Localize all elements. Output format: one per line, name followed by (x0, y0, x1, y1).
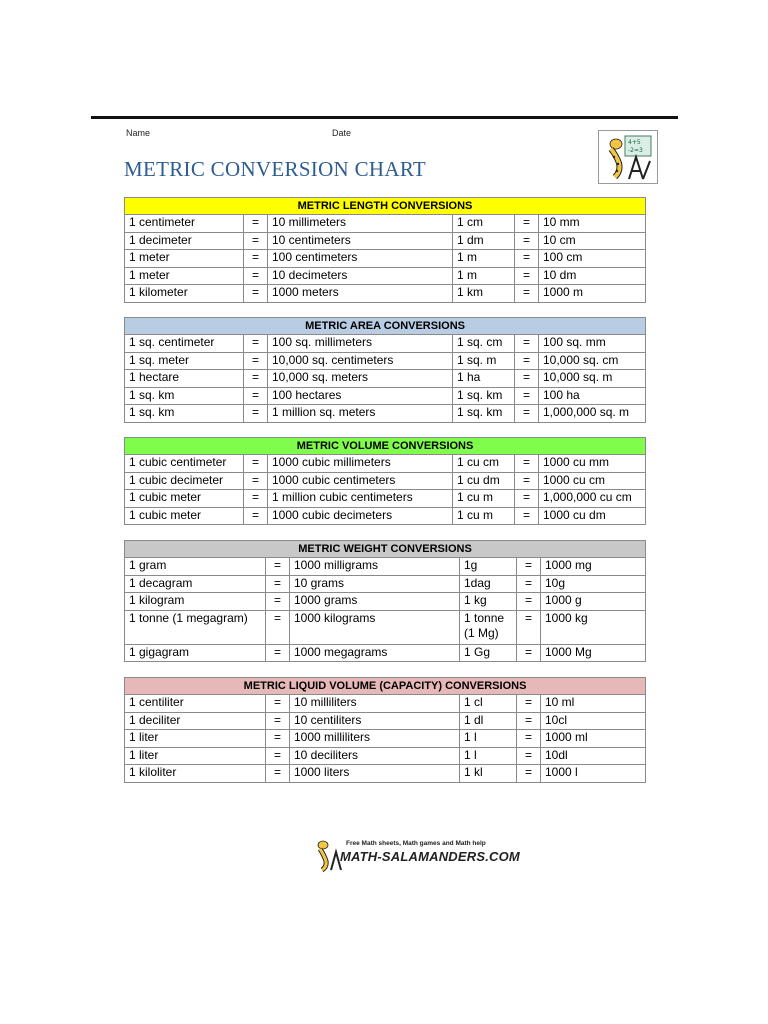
footer-site-name[interactable]: MATH-SALAMANDERS.COM (340, 849, 520, 864)
unit-abbreviation: 1 cu m (453, 490, 515, 508)
weight-table-header: METRIC WEIGHT CONVERSIONS (125, 541, 646, 558)
equals-sign: = (266, 712, 290, 730)
abbreviated-value: 1000 kg (541, 610, 646, 644)
equals-sign: = (244, 335, 268, 353)
svg-text:4+5: 4+5 (628, 139, 641, 146)
date-label: Date (332, 128, 352, 138)
table-row (125, 747, 646, 765)
table-row (125, 250, 646, 268)
abbreviated-value: 10,000 sq. m (539, 370, 646, 388)
unit-abbreviation: 1 cm (453, 215, 515, 233)
unit-abbreviation: 1 kg (460, 593, 517, 611)
unit-name: 1 decagram (125, 575, 266, 593)
name-label: Name (126, 128, 151, 138)
unit-abbreviation: 1 Gg (460, 644, 517, 662)
equals-sign: = (515, 490, 539, 508)
equals-sign: = (517, 610, 541, 644)
equals-sign: = (244, 267, 268, 285)
equals-sign: = (266, 644, 290, 662)
equivalent-value: 1000 meters (268, 285, 453, 303)
abbreviated-value: 1,000,000 cu cm (539, 490, 646, 508)
table-row (125, 232, 646, 250)
equivalent-value: 1000 milliliters (290, 730, 460, 748)
equivalent-value: 1000 cubic millimeters (268, 455, 453, 473)
equivalent-value: 100 sq. millimeters (268, 335, 453, 353)
table-row (125, 490, 646, 508)
area-table-body (125, 335, 646, 423)
equivalent-value: 10 decimeters (268, 267, 453, 285)
unit-abbreviation: 1 cl (460, 695, 517, 713)
unit-abbreviation: 1 m (453, 250, 515, 268)
unit-name: 1 meter (125, 267, 244, 285)
equals-sign: = (517, 695, 541, 713)
equals-sign: = (266, 747, 290, 765)
length-table-header: METRIC LENGTH CONVERSIONS (125, 198, 646, 215)
salamander-logo-icon (598, 130, 658, 184)
unit-name: 1 decimeter (125, 232, 244, 250)
equals-sign: = (515, 405, 539, 423)
equivalent-value: 10,000 sq. centimeters (268, 352, 453, 370)
equals-sign: = (244, 507, 268, 525)
table-row (125, 558, 646, 576)
unit-name: 1 tonne (1 megagram) (125, 610, 266, 644)
unit-name: 1 centimeter (125, 215, 244, 233)
unit-name: 1 meter (125, 250, 244, 268)
table-row (125, 387, 646, 405)
equals-sign: = (244, 490, 268, 508)
svg-text:-2=3: -2=3 (628, 147, 643, 154)
table-row (125, 285, 646, 303)
volume-table-body (125, 455, 646, 525)
unit-abbreviation: 1 sq. cm (453, 335, 515, 353)
table-row (125, 644, 646, 662)
equals-sign: = (515, 370, 539, 388)
equivalent-value: 10 deciliters (290, 747, 460, 765)
unit-name: 1 sq. km (125, 405, 244, 423)
equivalent-value: 10,000 sq. meters (268, 370, 453, 388)
table-row (125, 712, 646, 730)
abbreviated-value: 1000 cu cm (539, 472, 646, 490)
table-row (125, 455, 646, 473)
equals-sign: = (515, 387, 539, 405)
length-table-body (125, 215, 646, 303)
table-row (125, 730, 646, 748)
table-row (125, 267, 646, 285)
unit-name: 1 cubic decimeter (125, 472, 244, 490)
equals-sign: = (515, 215, 539, 233)
unit-name: 1 liter (125, 747, 266, 765)
equals-sign: = (244, 250, 268, 268)
salamander-footer-icon (313, 838, 343, 872)
equivalent-value: 10 centimeters (268, 232, 453, 250)
unit-abbreviation: 1 cu dm (453, 472, 515, 490)
abbreviated-value: 1000 mg (541, 558, 646, 576)
equals-sign: = (515, 232, 539, 250)
table-row (125, 352, 646, 370)
unit-name: 1 kilometer (125, 285, 244, 303)
weight-conversion-table (124, 540, 646, 662)
equals-sign: = (517, 558, 541, 576)
unit-name: 1 centiliter (125, 695, 266, 713)
equivalent-value: 1000 kilograms (290, 610, 460, 644)
header-rule (91, 116, 678, 119)
table-row (125, 593, 646, 611)
abbreviated-value: 1000 cu dm (539, 507, 646, 525)
table-row (125, 335, 646, 353)
unit-abbreviation: 1 kl (460, 765, 517, 783)
unit-name: 1 sq. meter (125, 352, 244, 370)
equals-sign: = (244, 215, 268, 233)
unit-name: 1 liter (125, 730, 266, 748)
unit-abbreviation: 1 cu cm (453, 455, 515, 473)
equivalent-value: 1000 cubic centimeters (268, 472, 453, 490)
equals-sign: = (515, 335, 539, 353)
equivalent-value: 10 grams (290, 575, 460, 593)
table-row (125, 370, 646, 388)
unit-name: 1 deciliter (125, 712, 266, 730)
equivalent-value: 1000 liters (290, 765, 460, 783)
unit-name: 1 hectare (125, 370, 244, 388)
unit-name: 1 cubic meter (125, 490, 244, 508)
unit-abbreviation: 1 cu m (453, 507, 515, 525)
abbreviated-value: 1000 Mg (541, 644, 646, 662)
abbreviated-value: 1000 m (539, 285, 646, 303)
equivalent-value: 1000 cubic decimeters (268, 507, 453, 525)
abbreviated-value: 1000 cu mm (539, 455, 646, 473)
unit-name: 1 gram (125, 558, 266, 576)
abbreviated-value: 10 dm (539, 267, 646, 285)
equals-sign: = (266, 593, 290, 611)
unit-abbreviation: 1 l (460, 747, 517, 765)
abbreviated-value: 10g (541, 575, 646, 593)
equals-sign: = (515, 507, 539, 525)
abbreviated-value: 10 mm (539, 215, 646, 233)
equals-sign: = (517, 712, 541, 730)
unit-abbreviation: 1g (460, 558, 517, 576)
equals-sign: = (244, 387, 268, 405)
equals-sign: = (517, 593, 541, 611)
equivalent-value: 10 millimeters (268, 215, 453, 233)
area-conversion-table (124, 317, 646, 423)
abbreviated-value: 1000 l (541, 765, 646, 783)
equals-sign: = (517, 575, 541, 593)
equals-sign: = (244, 352, 268, 370)
table-row (125, 215, 646, 233)
equals-sign: = (515, 267, 539, 285)
unit-name: 1 cubic meter (125, 507, 244, 525)
equivalent-value: 1 million cubic centimeters (268, 490, 453, 508)
abbreviated-value: 1,000,000 sq. m (539, 405, 646, 423)
unit-name: 1 kilogram (125, 593, 266, 611)
abbreviated-value: 100 ha (539, 387, 646, 405)
unit-name: 1 sq. centimeter (125, 335, 244, 353)
area-table-header: METRIC AREA CONVERSIONS (125, 318, 646, 335)
volume-conversion-table (124, 437, 646, 525)
equals-sign: = (515, 455, 539, 473)
table-row (125, 472, 646, 490)
equals-sign: = (266, 695, 290, 713)
unit-name: 1 gigagram (125, 644, 266, 662)
unit-name: 1 cubic centimeter (125, 455, 244, 473)
equals-sign: = (517, 644, 541, 662)
abbreviated-value: 100 cm (539, 250, 646, 268)
equals-sign: = (515, 285, 539, 303)
equals-sign: = (517, 730, 541, 748)
abbreviated-value: 1000 g (541, 593, 646, 611)
equals-sign: = (517, 765, 541, 783)
unit-name: 1 kiloliter (125, 765, 266, 783)
abbreviated-value: 10 cm (539, 232, 646, 250)
abbreviated-value: 10,000 sq. cm (539, 352, 646, 370)
equivalent-value: 1000 megagrams (290, 644, 460, 662)
equals-sign: = (266, 765, 290, 783)
equivalent-value: 10 centiliters (290, 712, 460, 730)
equals-sign: = (515, 352, 539, 370)
equals-sign: = (244, 472, 268, 490)
abbreviated-value: 100 sq. mm (539, 335, 646, 353)
unit-abbreviation: 1 l (460, 730, 517, 748)
abbreviated-value: 1000 ml (541, 730, 646, 748)
equals-sign: = (244, 285, 268, 303)
equals-sign: = (266, 575, 290, 593)
unit-abbreviation: 1 tonne (1 Mg) (460, 610, 517, 644)
unit-abbreviation: 1 sq. m (453, 352, 515, 370)
liquid-table-body (125, 695, 646, 783)
abbreviated-value: 10dl (541, 747, 646, 765)
equals-sign: = (266, 730, 290, 748)
table-row (125, 507, 646, 525)
equivalent-value: 100 hectares (268, 387, 453, 405)
unit-abbreviation: 1 dl (460, 712, 517, 730)
unit-name: 1 sq. km (125, 387, 244, 405)
table-row (125, 575, 646, 593)
equals-sign: = (515, 250, 539, 268)
table-row (125, 405, 646, 423)
equals-sign: = (266, 610, 290, 644)
equals-sign: = (244, 405, 268, 423)
equals-sign: = (515, 472, 539, 490)
equals-sign: = (244, 455, 268, 473)
liquid-table-header: METRIC LIQUID VOLUME (CAPACITY) CONVERSIONS (125, 678, 646, 695)
equivalent-value: 10 milliliters (290, 695, 460, 713)
equivalent-value: 100 centimeters (268, 250, 453, 268)
liquid-volume-conversion-table (124, 677, 646, 783)
footer-tagline: Free Math sheets, Math games and Math help (346, 840, 486, 847)
weight-table-body (125, 558, 646, 662)
unit-abbreviation: 1dag (460, 575, 517, 593)
equivalent-value: 1000 milligrams (290, 558, 460, 576)
abbreviated-value: 10 ml (541, 695, 646, 713)
unit-abbreviation: 1 sq. km (453, 405, 515, 423)
table-row (125, 610, 646, 644)
unit-abbreviation: 1 sq. km (453, 387, 515, 405)
abbreviated-value: 10cl (541, 712, 646, 730)
unit-abbreviation: 1 ha (453, 370, 515, 388)
length-conversion-table (124, 197, 646, 303)
equivalent-value: 1 million sq. meters (268, 405, 453, 423)
unit-abbreviation: 1 km (453, 285, 515, 303)
volume-table-header: METRIC VOLUME CONVERSIONS (125, 438, 646, 455)
table-row (125, 695, 646, 713)
equals-sign: = (244, 370, 268, 388)
equals-sign: = (517, 747, 541, 765)
equals-sign: = (266, 558, 290, 576)
unit-abbreviation: 1 m (453, 267, 515, 285)
table-row (125, 765, 646, 783)
page-title: METRIC CONVERSION CHART (124, 157, 426, 181)
unit-abbreviation: 1 dm (453, 232, 515, 250)
equals-sign: = (244, 232, 268, 250)
equivalent-value: 1000 grams (290, 593, 460, 611)
